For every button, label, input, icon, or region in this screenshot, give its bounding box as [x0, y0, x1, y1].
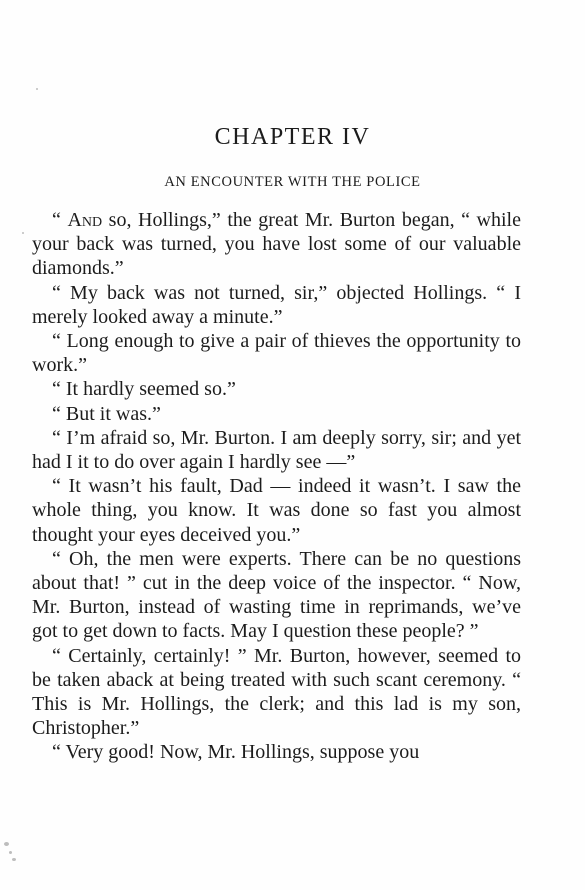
paragraph — [32, 208, 521, 281]
paper-speck — [12, 858, 16, 861]
paragraph: “ Long enough to give a pair of thieves the opportunity to work.” — [32, 330, 521, 377]
paragraph: “ It wasn’t his fault, Dad — indeed it wasn’t. I saw the whole thing, you know. It was done so fast you almost thought your eyes deceived you.” — [32, 475, 521, 546]
paragraph: “ Very good! Now, Mr. Hollings, suppose you — [52, 741, 420, 764]
chapter-subtitle: AN ENCOUNTER WITH THE POLICE — [164, 174, 421, 190]
paper-speck — [9, 851, 12, 854]
paragraph-text: so, Hollings,” the great Mr. Burton began, “ while your back was turned, you have lost some of our valuable diamonds.” — [32, 209, 521, 280]
paper-speck — [4, 842, 9, 846]
paragraph: “ My back was not turned, sir,” objected Hollings. “ I merely looked away a minute.” — [32, 281, 521, 328]
paragraph: “ Oh, the men were experts. There can be no questions about that! ” cut in the deep voice of the inspector. “ Now, Mr. Burton, instead of wasting time in reprimands, we’ve got to get down to facts. May I question these people? ” — [32, 547, 521, 643]
paper-speck — [22, 232, 24, 234]
paragraph-open-quote: “ — [52, 209, 68, 231]
paragraph: “ I’m afraid so, Mr. Burton. I am deeply sorry, sir; and yet had I it to do over again I hardly see —” — [32, 426, 521, 474]
paper-speck — [36, 88, 38, 90]
paragraph: “ But it was.” — [52, 402, 161, 425]
paragraph: “ It hardly seemed so.” — [52, 378, 236, 401]
chapter-body — [32, 208, 521, 765]
paragraph-lead-word: And — [67, 209, 103, 231]
paragraph: “ Certainly, certainly! ” Mr. Burton, however, seemed to be taken aback at being treated with such scant ceremony. “ This is Mr. Hollings, the clerk; and this lad is my son, Christopher.” — [32, 644, 521, 740]
chapter-heading: CHAPTER IV — [214, 124, 371, 150]
